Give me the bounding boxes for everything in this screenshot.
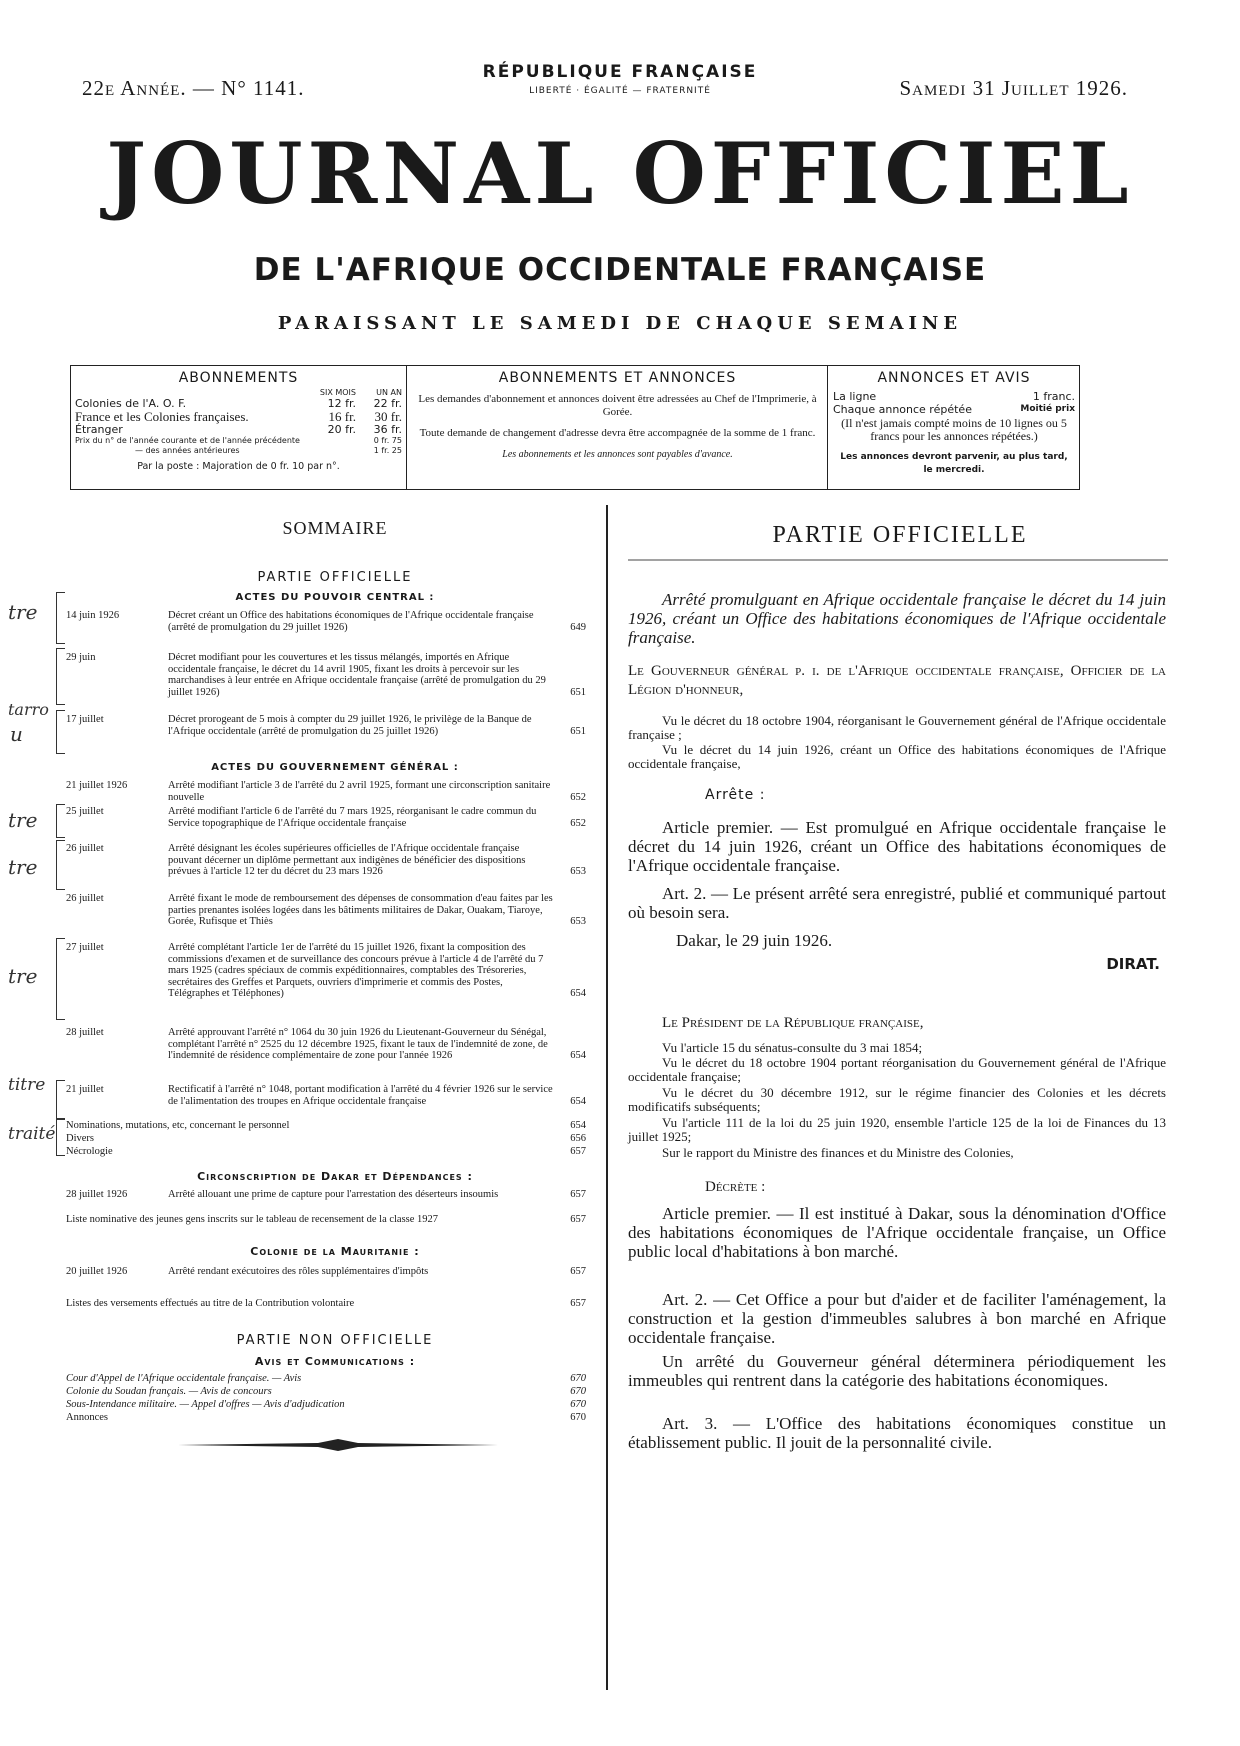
entry-page: 670 [570,1373,586,1384]
annonces-heading: ANNONCES ET AVIS [877,370,1031,386]
entry-page: 654 [570,1120,586,1131]
vu-paragraph: Sur le rapport du Ministre des finances et du Ministre des Colonies, [662,1145,1014,1160]
margin-note: traité [8,1124,56,1144]
decrete-label: Décrète : [705,1179,766,1195]
entry-date: 17 juillet [66,714,104,725]
abonnements-annonces-column [408,366,828,489]
gouverneur-heading: Le Gouverneur général p. i. de l'Afrique occidentale française, Officier de la Légion d'honneur, [628,663,1166,698]
decret-article-3: Art. 3. — L'Office des habitations économiques constitue un établissement public. Il jouit de la personnalité civile. [628,1414,1166,1452]
margin-bracket [56,938,65,1020]
entry-text: Décret prorogeant de 5 mois à compter du 29 juillet 1926, le privilège de la Banque de l'Afrique occidentale (arrêté de promulgation du 25 juillet 1926) [168,714,532,737]
sommaire-entry [66,780,586,803]
entry-text: Annonces [66,1412,108,1423]
price-row [71,410,406,423]
sommaire-entry [66,1266,586,1278]
sommaire-entry [66,1133,586,1145]
sommaire-entry [66,1084,586,1107]
adresse-change: Toute demande de changement d'adresse devra être accompagnée de la somme de 1 franc. [419,427,816,439]
vu-paragraph: Vu l'article 111 de la loi du 25 juin 1920, ensemble l'article 125 de la loi de Finances du 13 juillet 1925; [628,1115,1166,1144]
price-row-label: France et les Colonies françaises. [75,409,249,424]
entry-text: Rectificatif à l'arrêté n° 1048, portant modification à l'arrêté du 4 février 1926 sur le service de l'alimentation des troupes en Afrique occidentale française [168,1084,553,1107]
entry-date: 29 juin [66,652,96,663]
price-row [71,446,406,456]
decret-article-1: Article premier. — Il est institué à Dakar, sous la dénomination d'Office des habitations économiques de l'Afrique occidentale française, un Office public local d'habitations à bon marché. [628,1204,1166,1261]
annonce-row [829,403,1079,416]
price-row-label: Prix du n° de l'année courante et de l'année précédente [75,436,300,445]
partie-officielle-heading: PARTIE OFFICIELLE [772,522,1028,548]
margin-note: tre [8,964,38,988]
margin-bracket [56,804,65,838]
journal-subtitle: DE L'AFRIQUE OCCIDENTALE FRANÇAISE [253,252,987,288]
subscription-box [70,365,1080,490]
abonnements-column [71,366,407,489]
margin-bracket [56,592,65,644]
entry-text: Arrêté modifiant l'article 6 de l'arrêté du 7 mars 1925, réorganisant le cadre commun du Service topographique de l'Afrique occidentale française [168,806,537,829]
sommaire-entry [66,942,586,1000]
entry-date: 25 juillet [66,806,104,817]
annonces-note: (Il n'est jamais compté moins de 10 lignes ou 5 francs pour les annonces répétées.) [841,416,1067,443]
entry-text: Nécrologie [66,1146,113,1157]
sommaire-entry [66,843,586,878]
column-divider [606,505,608,1690]
entry-page: 670 [570,1399,586,1410]
decret-article-2-bis: Un arrêté du Gouverneur général déterminera périodiquement les immeubles qui rentrent dans la catégorie des habitations économiques. [628,1352,1166,1390]
margin-note: tre [8,600,38,624]
sommaire-entry [66,1214,586,1226]
sommaire-heading: SOMMAIRE [282,518,388,538]
sommaire-entry [66,1298,586,1310]
col-un-an: UN AN [376,388,402,397]
price-six: 12 fr. [327,397,356,410]
poste-note: Par la poste : Majoration de 0 fr. 10 par n°. [137,461,340,472]
entry-page: 651 [570,725,586,737]
sommaire-entry [66,1146,586,1158]
decret-article-2: Art. 2. — Cet Office a pour but d'aider et de faciliter l'aménagement, la construction et la gestion d'immeubles salubres à bon marché en Afrique occidentale française. [628,1290,1166,1347]
entry-page: 652 [570,791,586,803]
entry-page: 654 [570,1050,586,1061]
vu-paragraph: Vu le décret du 14 juin 1926, créant un Office des habitations économiques de l'Afrique occidentale française, [628,742,1166,771]
entry-text: Arrêté complétant l'article 1er de l'arrêté du 15 juillet 1926, fixant la composition des commissions d'examen et de surveillance des concours prévue à l'article 4 de l'arrêté du 7 mars 1925 (cadres spéciaux de commis expéditionnaires, comptables des Trésoreries, secrétaires des Greffes et Parquets, ouvriers d'imprimerie et commis des Postes, Télégraphes et Téléphones) [168,942,544,999]
price-row-label: Étranger [75,423,123,436]
margin-bracket [56,1118,65,1156]
sommaire-entry [66,1373,586,1385]
entry-page: 656 [570,1133,586,1144]
payable-note: Les abonnements et les annonces sont payables d'avance. [502,449,733,460]
sommaire-entry [66,1027,586,1062]
partie-non-officielle-heading: PARTIE NON OFFICIELLE [236,1333,434,1348]
sommaire-entry [66,1120,586,1132]
annonce-row-label: La ligne [833,390,877,403]
arrete-label: Arrête : [705,787,766,803]
entry-date: 28 juillet 1926 [66,1189,128,1200]
issue-date: Samedi 31 Juillet 1926. [899,76,1128,100]
annonces-column [829,366,1079,489]
entry-page: 649 [570,621,586,633]
vu-paragraph: Vu le décret du 18 octobre 1904, réorganisant le Gouvernement général de l'Afrique occidentale française ; [628,713,1166,742]
article-1: Article premier. — Est promulgué en Afrique occidentale française le décret du 14 juin 1926, créant un Office des habitations économiques de l'Afrique occidentale française. [628,818,1166,875]
entry-page: 654 [570,988,586,999]
vu-paragraph: Vu l'article 15 du sénatus-consulte du 3 mai 1854; [662,1040,923,1055]
margin-note: tre [8,808,38,832]
sommaire-entry [66,652,586,698]
annonces-address: Les demandes d'abonnement et annonces doivent être adressées au Chef de l'Imprimerie, à Gorée. [418,393,817,418]
entry-date: 26 juillet [66,843,104,854]
entry-page: 653 [570,916,586,927]
arrete-title: Arrêté promulguant en Afrique occidentale française le décret du 14 juin 1926, créant un Office des habitations économiques de l'Afrique occidentale française. [628,590,1166,647]
margin-note: tre [8,855,38,879]
price-six: 0 fr. 75 [373,436,402,445]
ornament-rule-icon [178,1438,498,1452]
entry-page: 657 [570,1298,586,1309]
entry-text: Colonie du Soudan français. — Avis de concours [66,1386,272,1397]
annonce-row-label: Chaque annonce répétée [833,403,972,416]
abonnements-annonces-heading: ABONNEMENTS ET ANNONCES [498,370,737,386]
entry-page: 652 [570,817,586,829]
margin-bracket [56,648,65,705]
entry-page: 651 [570,686,586,698]
price-row-label: — des années antérieures [135,446,240,455]
dakar-heading: Circonscription de Dakar et Dépendances : [197,1170,473,1183]
abonnements-col-headers [71,388,406,397]
price-row [71,423,406,436]
entry-text: Arrêté allouant une prime de capture pour l'arrestation des déserteurs insoumis [168,1189,499,1200]
price-row-label: Colonies de l'A. O. F. [75,397,187,410]
margin-bracket [56,1080,65,1120]
partie-officielle-subheading: PARTIE OFFICIELLE [257,570,413,585]
republique-label: RÉPUBLIQUE FRANÇAISE [482,62,758,82]
entry-page: 657 [570,1189,586,1200]
annonce-row [829,390,1079,403]
parution-line: PARAISSANT LE SAMEDI DE CHAQUE SEMAINE [277,313,963,334]
entry-text: Nominations, mutations, etc, concernant le personnel [66,1120,290,1131]
annonces-deadline: Les annonces devront parvenir, au plus tard, le mercredi. [840,452,1068,475]
issue-number: 22e Année. — N° 1141. [82,76,305,100]
entry-page: 670 [570,1386,586,1397]
entry-date: 28 juillet [66,1027,104,1038]
entry-page: 657 [570,1146,586,1157]
margin-note: titre [8,1075,46,1095]
entry-date: 14 juin 1926 [66,610,120,621]
entry-text: Arrêté modifiant l'article 3 de l'arrêté du 2 avril 1925, formant une circonscription sanitaire nouvelle [168,780,551,803]
sommaire-entry [66,610,586,633]
price-an: 36 fr. [373,423,402,436]
vu-paragraph: Vu le décret du 30 décembre 1912, sur le régime financier des Colonies et les décrets modificatifs subséquents; [628,1085,1166,1114]
price-an: 22 fr. [373,397,402,410]
avis-heading: Avis et Communications : [254,1355,416,1368]
actes-gouvernement-heading: ACTES DU GOUVERNEMENT GÉNÉRAL : [211,762,459,773]
entry-date: 20 juillet 1926 [66,1266,128,1277]
entry-text: Listes des versements effectués au titre de la Contribution volontaire [66,1298,355,1309]
entry-page: 670 [570,1412,586,1423]
col-six-mois: SIX MOIS [319,388,356,397]
actes-pouvoir-heading: ACTES DU POUVOIR CENTRAL : [235,592,435,603]
entry-text: Arrêté fixant le mode de remboursement des dépenses de consommation d'eau faites par les parties prenantes isolées logées dans les bâtiments militaires de Dakar, Ouakam, Tiaroye, Gorée, Rufisque et Thiès [168,893,553,927]
entry-text: Divers [66,1133,94,1144]
sommaire-entry [66,1189,586,1201]
president-heading: Le Président de la République française, [662,1015,924,1031]
sommaire-entry [66,714,586,737]
entry-text: Liste nominative des jeunes gens inscrits sur le tableau de recensement de la classe 1927 [66,1214,439,1225]
article-2: Art. 2. — Le présent arrêté sera enregistré, publié et communiqué partout où besoin sera. [628,884,1166,922]
entry-page: 654 [570,1095,586,1107]
entry-page: 657 [570,1266,586,1277]
sommaire-entry [66,806,586,829]
entry-text: Décret modifiant pour les couvertures et les tissus mélangés, importés en Afrique occidentale française, le décret du 14 avril 1905, fixant les droits à percevoir sur les marchandises à leur entrée en Afrique occidentale française (arrêté de promulgation du 29 juillet 1926) [168,652,546,698]
entry-text: Arrêté rendant exécutoires des rôles supplémentaires d'impôts [168,1266,429,1277]
price-six: 16 fr. [328,409,356,424]
entry-text: Décret créant un Office des habitations économiques de l'Afrique occidentale française (arrêté de promulgation du 29 juillet 1926) [168,610,534,633]
journal-title: JOURNAL OFFICIEL [106,124,1134,223]
price-six: 1 fr. 25 [373,446,402,455]
heading-underline [628,558,1168,562]
vu-paragraph: Vu le décret du 18 octobre 1904 portant réorganisation du Gouvernement général de l'Afrique occidentale française; [628,1055,1166,1084]
entry-page: 653 [570,866,586,877]
entry-date: 21 juillet [66,1084,104,1095]
mauritanie-heading: Colonie de la Mauritanie : [250,1245,420,1258]
margin-bracket [56,710,65,754]
abonnements-heading: ABONNEMENTS [178,370,299,386]
entry-text: Arrêté désignant les écoles supérieures officielles de l'Afrique occidentale française pouvant décerner un diplôme permettant aux indigènes de bénéficier des dispositions prévues à l'article 12 ter du décret du 23 mars 1926 [168,843,526,877]
margin-bracket [56,840,65,890]
entry-text: Sous-Intendance militaire. — Appel d'offres — Avis d'adjudication [66,1399,345,1410]
sommaire-entry [66,1399,586,1411]
margin-note: tarro [8,700,49,719]
sommaire-entry [66,893,586,928]
arrete-date: Dakar, le 29 juin 1926. [676,931,833,950]
annonce-row-value: 1 franc. [1032,390,1075,403]
sommaire-entry [66,1412,586,1424]
sommaire-entry [66,1386,586,1398]
price-row [71,436,406,446]
price-an: 30 fr. [374,409,402,424]
devise-label: LIBERTÉ · ÉGALITÉ — FRATERNITÉ [529,86,711,96]
entry-text: Cour d'Appel de l'Afrique occidentale française. — Avis [66,1373,302,1384]
entry-page: 657 [570,1214,586,1225]
margin-note: u [10,722,23,746]
entry-date: 27 juillet [66,942,104,953]
entry-date: 21 juillet 1926 [66,780,128,791]
annonce-row-value: Moitié prix [1020,404,1075,414]
entry-date: 26 juillet [66,893,104,904]
signature: DIRAT. [1106,955,1160,973]
entry-text: Arrêté approuvant l'arrêté n° 1064 du 30 juin 1926 du Lieutenant-Gouverneur du Sénégal, complétant l'arrêté n° 2525 du 12 décembre 1925, fixant le taux de l'indemnité de zone, de l'indemnité de résidence complémentaire de zone pour l'année 1926 [168,1027,548,1061]
price-six: 20 fr. [327,423,356,436]
